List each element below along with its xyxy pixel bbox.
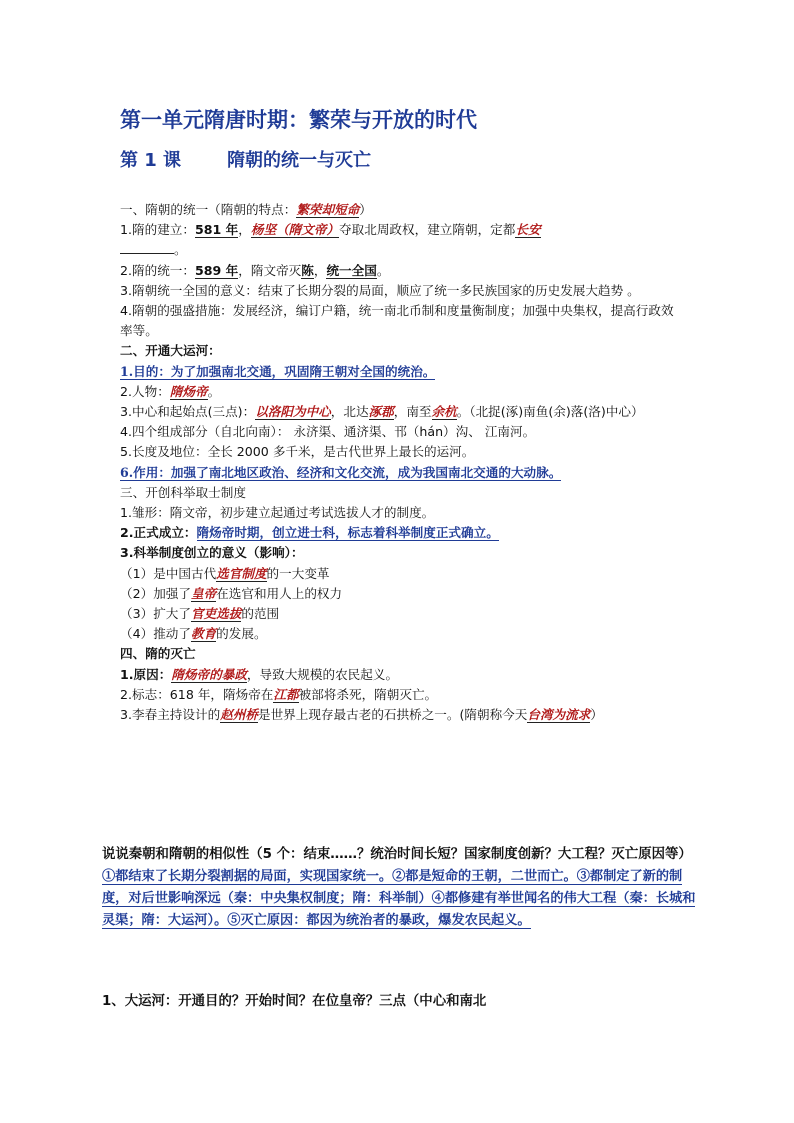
section-heading-4: 四、隋的灭亡 (120, 646, 196, 662)
section-heading-1: 一、隋朝的统一（隋朝的特点：繁荣却短命） (120, 202, 372, 217)
lesson-number: 第 1 课 (120, 150, 182, 171)
s3-item-1: （1）是中国古代选官制度的一大变革 (120, 565, 330, 581)
s1-line-2: 2.隋的统一：589 年，隋文帝灭陈，统一全国。 (120, 262, 390, 278)
s1-line-3: 3.隋朝统一全国的意义：结束了长期分裂的局面，顺应了统一多民族国家的历史发展大趋势 。 (120, 282, 640, 298)
summary-question: 说说秦朝和隋朝的相似性（5 个：结束……？统治时间长短？国家制度创新？大工程？灭亡原因等） (102, 847, 692, 862)
fill-blank (120, 240, 174, 254)
lesson-title (120, 146, 371, 172)
s2-line-4: 4.四个组成部分（自北向南）： 永济渠、通济渠、邗（hán）沟、 江南河。 (120, 424, 536, 440)
s1-line-1-cont: 。 (120, 240, 680, 260)
summary-answer: ①都结束了长期分裂割据的局面，实现国家统一。②都是短命的王朝，二世而亡。③都制定了新的制度，对后世影响深远（秦：中央集权制度；隋：科举制）④都修建有举世闻名的伟大工程（秦：长城和灵渠；隋：大运河）。⑤灭亡原因：都因为统治者的暴政，爆发农民起义。 (102, 869, 696, 928)
s1-line-4: 4.隋朝的强盛措施：发展经济，编订户籍，统一南北币制和度量衡制度；加强中央集权，提高行政效率等。 (120, 303, 674, 339)
answer-text: 繁荣却短命 (296, 202, 360, 217)
s4-line-2: 2.标志：618 年，隋炀帝在江都被部将杀死，隋朝灭亡。 (120, 686, 438, 702)
s3-item-3: （3）扩大了官吏选拔的范围 (120, 606, 280, 622)
notes-body (120, 200, 680, 725)
summary-block (102, 844, 702, 932)
section-heading-2: 二、开通大运河： (120, 343, 221, 359)
s4-line-1: 1.原因：隋炀帝的暴政，导致大规模的农民起义。 (120, 666, 399, 682)
s1-line-1: 1.隋的建立：581 年，杨坚（隋文帝）夺取北周政权，建立隋朝，定都长安 (120, 222, 541, 238)
s2-line-2: 2.人物：隋炀帝。 (120, 383, 221, 399)
review-question: 1、大运河：开通目的？开始时间？在位皇帝？三点（中心和南北 (102, 994, 487, 1009)
s2-line-1: 1.目的：为了加强南北交通，巩固隋王朝对全国的统治。 (120, 363, 436, 379)
s3-item-2: （2）加强了皇帝在选官和用人上的权力 (120, 585, 343, 601)
s2-line-6: 6.作用：加强了南北地区政治、经济和文化交流，成为我国南北交通的大动脉。 (120, 464, 562, 480)
s3-item-4: （4）推动了教育的发展。 (120, 626, 267, 642)
s4-line-3: 3.李春主持设计的赵州桥是世界上现存最古老的石拱桥之一。(隋朝称今天台湾为流求） (120, 707, 603, 723)
s2-line-5: 5.长度及地位：全长 2000 多千米，是古代世界上最长的运河。 (120, 444, 475, 460)
s3-line-2: 2.正式成立：隋炀帝时期，创立进士科，标志着科举制度正式确立。 (120, 525, 499, 541)
s2-line-3: 3.中心和起始点(三点)：以洛阳为中心，北达涿郡，南至余杭。（北捉(涿)南鱼(余)落(洛)中心） (120, 404, 644, 420)
s3-line-3: 3.科举制度创立的意义（影响）： (120, 545, 304, 561)
lesson-name: 隋朝的统一与灭亡 (227, 150, 372, 171)
section-heading-3: 三、开创科举取士制度 (120, 484, 246, 500)
unit-title: 第一单元隋唐时期：繁荣与开放的时代 (120, 108, 477, 132)
s3-line-1: 1.雏形：隋文帝，初步建立起通过考试选拔人才的制度。 (120, 505, 435, 521)
